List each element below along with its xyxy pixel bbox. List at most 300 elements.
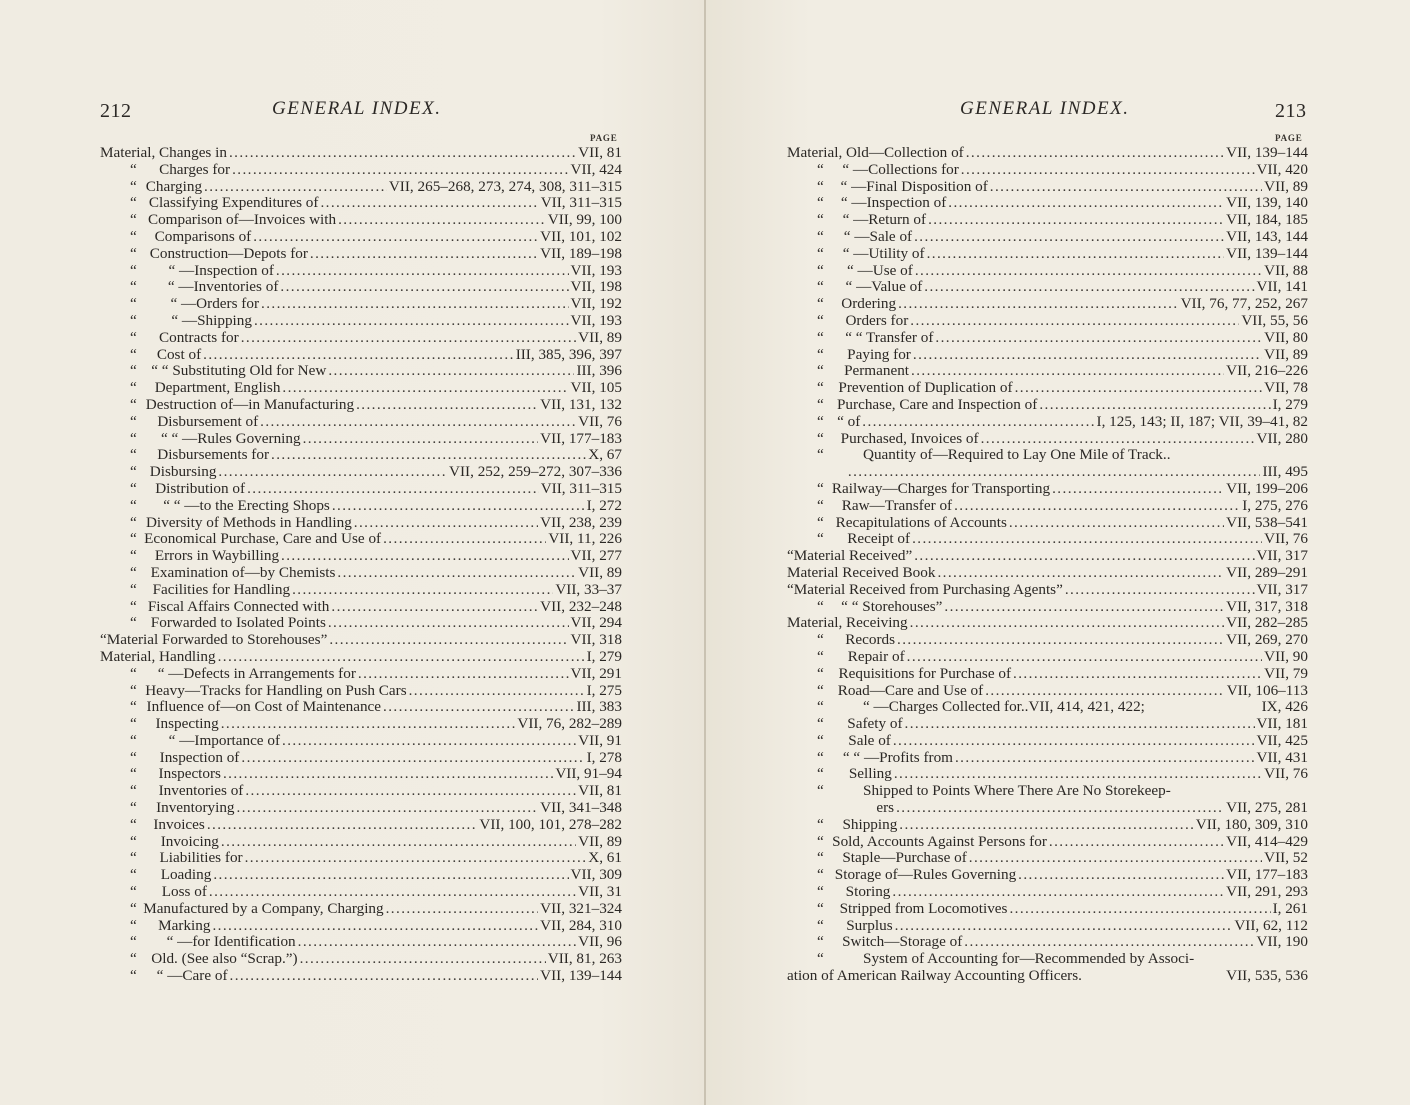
index-entry [787,447,1308,464]
dot-leader [1009,901,1270,918]
dot-leader [899,817,1193,834]
dot-leader [954,498,1240,515]
ditto-mark: “ [817,731,824,749]
ditto-mark: “ [130,311,137,329]
dot-leader [212,918,538,935]
entry-page-ref: VII, 89 [578,328,622,346]
entry-page-ref: VII, 309 [570,866,622,884]
index-entry [100,850,622,867]
entry-page-ref: III, 396 [576,362,622,380]
index-entry [787,313,1308,330]
index-entry [787,515,1308,532]
index-entry [100,683,622,700]
entry-term: “ —Use of [847,261,913,279]
ditto-mark: “ [130,278,137,296]
dot-leader [961,162,1255,179]
dot-leader [944,599,1224,616]
index-entry [100,750,622,767]
entry-page-ref: VII, 269, 270 [1226,631,1308,649]
index-entry [787,918,1308,935]
entry-page-ref: I, 278 [586,748,622,766]
entry-term: Permanent [844,362,910,380]
entry-page-ref: VII, 280 [1256,429,1308,447]
ditto-mark: “ [817,513,824,531]
dot-leader [910,313,1239,330]
ditto-mark: “ [817,379,824,397]
entry-page-ref: VII, 89 [578,563,622,581]
ditto-mark: “ [817,278,824,296]
dot-leader [254,313,569,330]
entry-page-ref: VII, 252, 259–272, 307–336 [449,463,622,481]
entry-page-ref: X, 67 [588,446,622,464]
ditto-mark: “ [130,547,137,565]
dot-leader [862,414,1094,431]
index-entry [787,834,1308,851]
dot-leader [232,162,568,179]
entry-page-ref: VII, 265–268, 273, 274, 308, 311–315 [388,177,622,195]
ditto-mark: “ [817,530,824,548]
entry-page-ref: VII, 143, 144 [1226,227,1308,245]
dot-leader [356,397,538,414]
ditto-mark: “ [130,563,137,581]
entry-term: Invoices [153,815,205,833]
dot-leader [913,347,1262,364]
ditto-mark: “ [130,832,137,850]
dot-leader [271,447,586,464]
index-entry [787,599,1308,616]
entry-page-ref: VII, 184, 185 [1226,211,1308,229]
entry-page-ref: VII, 141 [1256,278,1308,296]
entry-page-ref: VII, 535, 536 [1226,967,1308,985]
entry-page-ref: VII, 139, 140 [1226,194,1308,212]
entry-page-ref: VII, 91–94 [555,765,622,783]
entry-page-ref: VII, 189–198 [540,244,622,262]
dot-leader [911,363,1224,380]
entry-page-ref: VII, 311–315 [540,194,622,212]
entry-page-ref: VII, 180, 309, 310 [1195,815,1308,833]
ditto-mark: “ [130,261,137,279]
entry-term: “ —Value of [845,278,923,296]
dot-leader [247,481,539,498]
entry-page-ref: VII, 89 [578,832,622,850]
ditto-mark: “ [130,244,137,262]
entry-term: “ “ Transfer of [845,328,934,346]
entry-page-ref: VII, 105 [570,379,622,397]
entry-term: Material Received Book [787,563,936,581]
entry-page-ref: I, 279 [1272,395,1308,413]
index-entry [787,951,1308,968]
ditto-mark: “ [817,429,824,447]
entry-term: Errors in Waybilling [154,547,280,565]
entry-term: Stripped from Locomotives [839,899,1008,917]
ditto-mark: “ [130,379,137,397]
entry-page-ref: VII, 62, 112 [1234,916,1308,934]
entry-term: Examination of—by Chemists [150,563,336,581]
entry-term: Ordering [841,295,897,313]
dot-leader [964,934,1254,951]
entry-page-ref: VII, 341–348 [540,799,622,817]
index-entry [787,212,1308,229]
ditto-mark: “ [130,950,137,968]
dot-leader [1039,397,1270,414]
dot-leader [237,800,539,817]
entry-term: System of Accounting for—Recommended by Associ- [863,950,1195,968]
ditto-mark: “ [130,698,137,716]
ditto-mark: “ [130,664,137,682]
entry-term: Loss of [161,883,207,901]
entry-page-ref: VII, 81, 263 [547,950,622,968]
entry-term: Contracts for [158,328,239,346]
ditto-mark: “ [130,446,137,464]
entry-page-ref: VII, 289–291 [1226,563,1308,581]
dot-leader [281,548,568,565]
index-entry [100,515,622,532]
entry-term: Sold, Accounts Against Persons for [832,832,1047,850]
entry-term: Sale of [848,731,891,749]
index-entry [787,817,1308,834]
entry-term: “ “ —to the Erecting Shops [163,496,330,514]
dot-leader [241,750,584,767]
index-entry [787,800,1308,817]
index-entry [787,162,1308,179]
dot-leader [895,918,1233,935]
index-entry [787,145,1308,162]
entry-term: Destruction of—in Manufacturing [145,395,355,413]
index-entry [100,263,622,280]
entry-page-ref: VII, 106–113 [1226,681,1308,699]
dot-leader [912,531,1262,548]
dot-leader [981,431,1255,448]
entry-term: Heavy—Tracks for Handling on Push Cars [145,681,407,699]
entry-term: Material, Changes in [100,144,227,161]
ditto-mark: “ [130,967,137,985]
index-entry [100,649,622,666]
index-entry [100,615,622,632]
ditto-mark: “ [817,446,824,464]
entry-term: Forwarded to Isolated Points [150,614,326,632]
entry-page-ref: VII, 33–37 [555,580,622,598]
page-number-right: 213 [1275,100,1307,122]
ditto-mark: “ [817,412,824,430]
ditto-mark: “ [130,345,137,363]
entry-page-ref: VII, 101, 102 [540,227,622,245]
entry-page-ref: VII, 79 [1264,664,1308,682]
entry-term: Purchase, Care and Inspection of [836,395,1038,413]
index-entry [100,867,622,884]
index-entry [100,212,622,229]
dot-leader [924,279,1254,296]
entry-term: Construction—Depots for [149,244,308,262]
entry-page-ref: VII, 11, 226 [548,530,622,548]
index-entry [100,918,622,935]
entry-page-ref: VII, 80 [1264,328,1308,346]
ditto-mark: “ [130,530,137,548]
ditto-mark: “ [130,866,137,884]
entry-term: Old. (See also “Scrap.”) [151,950,298,968]
entry-term: Charges for [159,160,231,178]
entry-page-ref: VII, 55, 56 [1241,311,1308,329]
entry-page-ref: I, 275 [586,681,622,699]
entry-page-ref: VII, 78 [1264,379,1308,397]
entry-page-ref: VII, 81 [578,144,622,161]
ditto-mark: “ [817,295,824,313]
ditto-mark: “ [130,681,137,699]
entry-page-ref: I, 261 [1272,899,1308,917]
entry-page-ref: VII, 193 [570,261,622,279]
dot-leader [969,850,1262,867]
index-entry [787,867,1308,884]
entry-term: “ —Defects in Arrangements for [157,664,356,682]
dot-leader [354,515,538,532]
dot-leader [245,783,576,800]
index-entry [787,884,1308,901]
entry-term: Shipping [842,815,898,833]
index-entry [787,783,1308,800]
entry-page-ref: VII, 538–541 [1226,513,1308,531]
entry-term: Prevention of Duplication of [838,379,1013,397]
ditto-mark: “ [130,933,137,951]
index-entry [100,968,622,985]
dot-leader [358,666,569,683]
ditto-mark: “ [130,194,137,212]
index-entry [100,599,622,616]
index-entry [100,447,622,464]
dot-leader [948,195,1224,212]
ditto-mark: “ [130,782,137,800]
entry-term: “ —Final Disposition of [840,177,988,195]
dot-leader [245,850,587,867]
entry-term: Inspecting [155,715,219,733]
index-entry [100,716,622,733]
entry-page-ref: VII, 431 [1256,748,1308,766]
dot-leader [209,884,576,901]
index-entry [787,363,1308,380]
entry-page-ref: VII, 190 [1256,933,1308,951]
index-entry [100,733,622,750]
index-entry [100,666,622,683]
index-entry [100,363,622,380]
dot-leader [1015,380,1263,397]
entry-term: “Material Received from Purchasing Agents” [787,580,1063,598]
index-entry [100,800,622,817]
entry-page-ref: VII, 76 [578,412,622,430]
ditto-mark: “ [130,429,137,447]
entry-term: Storage of—Rules Governing [834,866,1017,884]
ditto-mark: “ [130,748,137,766]
entry-page-ref: VII, 277 [570,547,622,565]
entry-page-ref: VII, 81 [578,782,622,800]
ditto-mark: “ [817,883,824,901]
entry-page-ref: IX, 426 [1261,698,1308,716]
entry-term: “ —Charges Collected for..VII, 414, 421, 422; [863,698,1145,716]
dot-leader [966,145,1224,162]
index-entry [787,766,1308,783]
ditto-mark: “ [817,765,824,783]
entry-page-ref: VII, 420 [1256,160,1308,178]
entry-term: Charging [145,177,203,195]
entry-term: Orders for [845,311,909,329]
ditto-mark: “ [130,177,137,195]
entry-term: Facilities for Handling [152,580,291,598]
index-entry [787,296,1308,313]
entry-term: Comparisons of [154,227,252,245]
dot-leader [985,683,1225,700]
entry-page-ref: VII, 139–144 [540,967,622,985]
index-entry [787,330,1308,347]
entry-page-ref: VII, 76, 77, 252, 267 [1180,295,1308,313]
page-number-left: 212 [100,100,132,122]
index-entry [787,229,1308,246]
ditto-mark: “ [817,715,824,733]
ditto-mark: “ [130,496,137,514]
entry-term: Inspection of [159,748,240,766]
entry-term: Storing [845,883,891,901]
entry-page-ref: VII, 131, 132 [540,395,622,413]
dot-leader [1049,834,1224,851]
index-entry [100,951,622,968]
entry-term: “Material Received” [787,547,913,565]
dot-leader [230,968,539,985]
entry-page-ref: VII, 294 [570,614,622,632]
ditto-mark: “ [130,160,137,178]
entry-term: Inventorying [156,799,235,817]
entry-page-ref: VII, 425 [1256,731,1308,749]
ditto-mark: “ [130,899,137,917]
entry-term: Road—Care and Use of [837,681,984,699]
dot-leader [253,229,538,246]
ditto-mark: “ [130,731,137,749]
ditto-mark: “ [130,227,137,245]
index-entry [100,414,622,431]
entry-term: Disbursements for [157,446,270,464]
dot-leader [990,179,1262,196]
entry-page-ref: VII, 177–183 [1226,866,1308,884]
ditto-mark: “ [817,681,824,699]
ditto-mark: “ [130,916,137,934]
dot-leader [298,934,576,951]
entry-term: Cost of [156,345,202,363]
dot-leader [907,649,1262,666]
dot-leader [383,531,546,548]
dot-leader [383,699,574,716]
entry-term: Liabilities for [159,849,243,867]
index-entry [787,582,1308,599]
entry-term: “ —Collections for [842,160,959,178]
entry-page-ref: VII, 139–144 [1226,244,1308,262]
entry-term: “ of [837,412,861,430]
ditto-mark: “ [817,160,824,178]
dot-leader [1009,515,1224,532]
ditto-mark: “ [130,479,137,497]
dot-leader [223,766,553,783]
index-entry [787,850,1308,867]
dot-leader [915,263,1262,280]
index-entry [787,397,1308,414]
ditto-mark: “ [130,815,137,833]
entry-page-ref: I, 272 [586,496,622,514]
ditto-mark: “ [817,631,824,649]
dot-leader [218,464,447,481]
ditto-mark: “ [817,698,824,716]
page-column-label-right: PAGE [1275,133,1303,143]
entry-page-ref: VII, 52 [1264,849,1308,867]
running-head-left: GENERAL INDEX. [272,98,442,119]
dot-leader [207,817,478,834]
entry-term: Repair of [847,647,905,665]
index-entries-right [787,145,1308,985]
ditto-mark: “ [817,311,824,329]
entry-page-ref: VII, 282–285 [1226,614,1308,632]
book-gutter [704,0,706,1105]
entry-page-ref: VII, 311–315 [540,479,622,497]
entry-page-ref: VII, 192 [570,295,622,313]
ditto-mark: “ [817,866,824,884]
index-entry [100,817,622,834]
dot-leader [1065,582,1255,599]
dot-leader [221,716,516,733]
dot-leader [303,431,539,448]
dot-leader [1052,481,1224,498]
dot-leader [320,195,538,212]
index-entry [787,380,1308,397]
entry-term: Classifying Expenditures of [148,194,319,212]
ditto-mark: “ [817,194,824,212]
entry-page-ref: VII, 199–206 [1226,479,1308,497]
entry-page-ref: VII, 91 [578,731,622,749]
entry-page-ref: VII, 76 [1264,530,1308,548]
entry-term: Receipt of [847,530,911,548]
ditto-mark: “ [130,597,137,615]
dot-leader [310,246,538,263]
index-entry [100,296,622,313]
index-entry [787,263,1308,280]
entry-page-ref: VII, 193 [570,311,622,329]
entry-page-ref: VII, 31 [578,883,622,901]
dot-leader [338,212,546,229]
entry-term: Department, English [154,379,281,397]
index-entry [100,313,622,330]
index-entry [787,934,1308,951]
entry-page-ref: VII, 139–144 [1226,144,1308,161]
dot-leader [260,414,576,431]
dot-leader [409,683,585,700]
ditto-mark: “ [817,362,824,380]
entry-term: Switch—Storage of [842,933,963,951]
page-column-label-left: PAGE [590,133,618,143]
dot-leader [1018,867,1224,884]
entry-page-ref: VII, 76, 282–289 [517,715,622,733]
index-entry [787,179,1308,196]
index-entry [787,649,1308,666]
ditto-mark: “ [130,328,137,346]
dot-leader [203,347,514,364]
index-entry [100,380,622,397]
dot-leader [221,834,576,851]
entry-term: “ “ —Rules Governing [160,429,301,447]
index-entry [787,548,1308,565]
dot-leader [292,582,553,599]
ditto-mark: “ [130,211,137,229]
dot-leader [261,296,569,313]
dot-leader [204,179,387,196]
ditto-mark: “ [817,849,824,867]
entry-page-ref: X, 61 [588,849,622,867]
dot-leader [937,565,1224,582]
dot-leader [892,884,1224,901]
index-entry [787,347,1308,364]
entry-page-ref: I, 125, 143; II, 187; VII, 39–41, 82 [1096,412,1308,430]
index-entry [100,246,622,263]
